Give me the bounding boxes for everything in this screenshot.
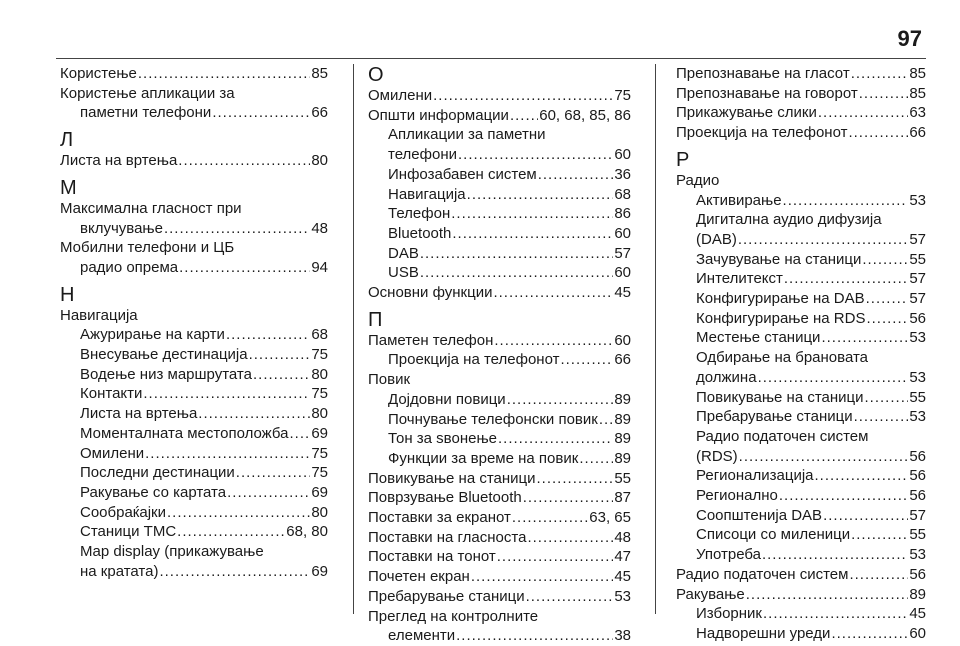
header-rule (56, 58, 926, 59)
index-page-ref: 85 (909, 65, 926, 82)
index-entry (60, 444, 328, 464)
dot-leader (527, 528, 613, 548)
dot-leader (866, 309, 908, 329)
index-page-ref: 55 (909, 388, 926, 406)
index-page-ref: 87 (614, 489, 631, 507)
index-entry (676, 545, 926, 565)
index-entry (368, 567, 631, 587)
index-entry (60, 103, 328, 123)
index-page-ref: 48 (614, 528, 631, 546)
index-page-ref: 53 (909, 546, 926, 564)
dot-leader (177, 522, 285, 542)
dot-leader (866, 289, 909, 309)
dot-leader (758, 368, 909, 388)
index-entry (368, 283, 631, 303)
index-entry (676, 309, 926, 329)
index-entry-label: Внесување дестинација (80, 346, 248, 364)
index-entry-label: Паметен телефон (368, 331, 494, 349)
index-page-ref: 45 (614, 568, 631, 586)
dot-leader (848, 123, 908, 143)
index-entry (368, 331, 631, 351)
dot-leader (179, 258, 310, 278)
dot-leader (198, 404, 310, 424)
index-entry (60, 404, 328, 424)
index-page-ref: 89 (614, 449, 631, 467)
column-divider (655, 64, 656, 614)
index-entry-label: Регионализација (696, 467, 814, 485)
index-entry-label: Користење (60, 65, 137, 82)
dot-leader (823, 506, 908, 526)
index-page-ref: 55 (614, 469, 631, 487)
index-entry-label: Инфозабавен систем (388, 165, 537, 183)
index-entry-label: Контакти (80, 385, 143, 403)
index-page-ref: 63 (909, 104, 926, 122)
index-entry (60, 258, 328, 278)
dot-leader (746, 585, 909, 605)
index-letter-heading: Р (676, 148, 690, 171)
dot-leader (739, 447, 909, 467)
index-page-ref: 89 (614, 390, 631, 408)
dot-leader (831, 624, 908, 644)
dot-leader (865, 388, 909, 408)
dot-leader (762, 545, 908, 565)
index-page-ref: 85 (311, 65, 328, 82)
dot-leader (451, 204, 613, 224)
index-entry (60, 151, 328, 171)
index-entry-label: Дојдовни повици (388, 390, 506, 408)
index-page-ref: 66 (614, 351, 631, 369)
index-entry-label: паметни телефони (80, 104, 212, 122)
page-number: 97 (897, 26, 922, 51)
index-entry-label: Максимална гласност при (60, 199, 242, 217)
dot-leader (862, 250, 908, 270)
index-page-ref: 89 (909, 585, 926, 603)
index-entry-label: Изборник (696, 605, 762, 623)
index-entry-label: на кратата) (80, 562, 159, 580)
dot-leader (458, 145, 613, 165)
index-entry (368, 626, 631, 646)
dot-leader (560, 350, 613, 370)
index-page-ref: 85 (909, 84, 926, 102)
dot-leader (420, 263, 613, 283)
index-page-ref: 75 (311, 385, 328, 403)
index-page-ref: 66 (311, 104, 328, 122)
index-page-ref: 57 (909, 270, 926, 288)
index-entry-label: USB (388, 264, 419, 282)
index-entry (676, 328, 926, 348)
index-page-ref: 80 (311, 405, 328, 423)
index-page-ref: 57 (909, 230, 926, 248)
index-entry (368, 185, 631, 205)
index-entry-label: Препознавање на гласот (676, 65, 850, 82)
index-entry (676, 466, 926, 486)
index-page-ref: 53 (909, 329, 926, 347)
index-entry (368, 587, 631, 607)
index-page-ref: 56 (909, 565, 926, 583)
index-page-ref: 69 (311, 483, 328, 501)
index-page-ref: 57 (909, 506, 926, 524)
index-entry (676, 525, 926, 545)
index-entry (60, 483, 328, 503)
index-entry-label: Повик (368, 371, 411, 389)
index-page-ref: 69 (311, 424, 328, 442)
index-entry-label: (DAB) (696, 230, 737, 248)
index-entry (368, 410, 631, 430)
index-page-ref: 63, 65 (589, 509, 631, 527)
index-page-ref: 53 (909, 368, 926, 386)
index-entry (676, 103, 926, 123)
index-page-ref: 66 (909, 124, 926, 142)
index-page-ref: 60, 68, 85, 86 (539, 106, 631, 124)
index-entry-label: Последни дестинации (80, 464, 235, 482)
index-entry (368, 488, 631, 508)
index-page-ref: 57 (909, 290, 926, 308)
index-entry (676, 407, 926, 427)
index-page-ref: 75 (311, 444, 328, 462)
index-entry-label: Местење станици (696, 329, 821, 347)
index-page-ref: 56 (909, 487, 926, 505)
index-entry (60, 325, 328, 345)
index-page-ref: 47 (614, 548, 631, 566)
index-entry (60, 522, 328, 542)
index-entry-label: Ажурирање на карти (80, 326, 225, 344)
index-entry-label: Почетен екран (368, 568, 470, 586)
index-page-ref: 60 (614, 264, 631, 282)
index-entry-label: Активирање (696, 191, 782, 209)
dot-leader (510, 106, 538, 126)
index-entry (368, 145, 631, 165)
index-entry-label: должина (696, 368, 757, 386)
index-page-ref: 56 (909, 309, 926, 327)
dot-leader (779, 486, 908, 506)
dot-leader (815, 466, 909, 486)
index-entry (676, 230, 926, 250)
dot-leader (763, 604, 908, 624)
dot-leader (289, 424, 310, 444)
dot-leader (851, 525, 908, 545)
index-entry-label: Надворешни уреди (696, 624, 831, 642)
index-entry-label: Поставки на гласноста (368, 528, 527, 546)
index-entry-label: Зачувување на станици (696, 250, 862, 268)
index-entry-label: Моменталната местоположба (80, 424, 289, 442)
index-entry (676, 250, 926, 270)
index-entry-label: Ракување (676, 585, 745, 603)
dot-leader (818, 103, 908, 123)
index-entry-label: Повикување на станици (368, 469, 536, 487)
index-entry-label: Поставки за екранот (368, 509, 511, 527)
dot-leader (854, 407, 909, 427)
dot-leader (143, 384, 310, 404)
index-entry (368, 390, 631, 410)
index-entry (368, 528, 631, 548)
dot-leader (456, 626, 613, 646)
index-entry (368, 224, 631, 244)
dot-leader (821, 328, 908, 348)
index-page-ref: 60 (614, 224, 631, 242)
index-entry-label: Апликации за паметни (388, 126, 546, 144)
index-entry-label: Основни функции (368, 284, 493, 302)
index-entry-label: Општи информации (368, 106, 509, 124)
index-entry (368, 469, 631, 489)
index-entry (60, 384, 328, 404)
index-entry-label: Списоци со миленици (696, 526, 851, 544)
dot-leader (471, 567, 613, 587)
index-entry-label: Пребарување станици (368, 587, 525, 605)
index-entry-label: Дигитална аудио дифузија (696, 211, 882, 229)
index-entry-label: Функции за време на повик (388, 449, 579, 467)
dot-leader (849, 565, 908, 585)
index-entry-label: Map display (прикажување (80, 543, 264, 561)
index-entry-label: Употреба (696, 546, 761, 564)
index-column-3 (676, 64, 926, 644)
dot-leader (178, 151, 310, 171)
index-entry-label: телефони (388, 146, 457, 164)
dot-leader (227, 483, 310, 503)
dot-leader (249, 345, 311, 365)
index-page-ref: 53 (614, 587, 631, 605)
dot-leader (138, 64, 310, 84)
dot-leader (212, 103, 310, 123)
index-entry-label: Прикажување слики (676, 104, 817, 122)
dot-leader (599, 410, 613, 430)
index-entry-label: Bluetooth (388, 224, 452, 242)
dot-leader (497, 547, 614, 567)
index-entry (60, 365, 328, 385)
index-entry-label: радио опрема (80, 258, 179, 276)
index-entry (676, 269, 926, 289)
index-entry-label: Водење низ маршрутата (80, 365, 252, 383)
index-entry-label: Сообраќајки (80, 503, 166, 521)
index-entry (676, 388, 926, 408)
index-entry-label: Поврзување Bluetooth (368, 489, 522, 507)
index-entry-label: DAB (388, 244, 419, 262)
index-page-ref: 60 (614, 331, 631, 349)
index-entry-label: Радио податочен систем (696, 427, 869, 445)
index-page-ref: 45 (614, 284, 631, 302)
index-page-ref: 55 (909, 526, 926, 544)
dot-leader (433, 86, 613, 106)
index-entry (60, 345, 328, 365)
dot-leader (253, 365, 310, 385)
index-entry (60, 463, 328, 483)
index-entry (60, 64, 328, 84)
index-entry (368, 165, 631, 185)
index-entry-label: Конфигурирање на DAB (696, 290, 865, 308)
index-entry (676, 624, 926, 644)
index-entry (676, 123, 926, 143)
index-page-ref: 53 (909, 191, 926, 209)
index-page-ref: 89 (614, 430, 631, 448)
index-entry (368, 106, 631, 126)
index-entry-label: Станици TMC (80, 523, 177, 541)
index-page-ref: 38 (614, 627, 631, 645)
index-page-ref: 69 (311, 562, 328, 580)
index-column-1 (60, 64, 328, 581)
index-entry-label: Одбирање на брановата (696, 349, 868, 367)
index-entry-label: Регионално (696, 487, 778, 505)
index-page-ref: 80 (311, 503, 328, 521)
index-page-ref: 68 (614, 185, 631, 203)
index-entry (368, 508, 631, 528)
index-entry (368, 263, 631, 283)
index-page-ref: 80 (311, 365, 328, 383)
index-entry (60, 562, 328, 582)
index-entry-label: Ракување со картата (80, 483, 227, 501)
dot-leader (236, 463, 311, 483)
index-letter-heading: Н (60, 283, 75, 306)
dot-leader (859, 84, 909, 104)
index-entry-label: елементи (388, 627, 456, 645)
dot-leader (851, 64, 909, 84)
index-entry-label: Користење апликации за (60, 84, 235, 102)
index-entry-label: Преглед на контролните (368, 607, 539, 625)
index-entry-label: вклучување (80, 219, 163, 237)
dot-leader (167, 503, 310, 523)
dot-leader (538, 165, 614, 185)
index-entry-label: Почнување телефонски повик (388, 410, 598, 428)
dot-leader (498, 429, 613, 449)
index-page-ref: 56 (909, 467, 926, 485)
index-page-ref: 80 (311, 152, 328, 170)
index-page-ref: 68, 80 (286, 523, 328, 541)
index-entry-label: Препознавање на говорот (676, 84, 858, 102)
index-entry (676, 585, 926, 605)
dot-leader (526, 587, 614, 607)
index-entry-label: Телефон (388, 205, 451, 223)
index-entry-label: Радио (676, 171, 720, 189)
index-page-ref: 75 (614, 87, 631, 104)
index-entry (676, 486, 926, 506)
dot-leader (493, 283, 613, 303)
index-entry (368, 429, 631, 449)
index-entry-label: Навигација (60, 306, 138, 324)
dot-leader (507, 390, 614, 410)
index-entry (676, 64, 926, 84)
index-column-2 (368, 64, 631, 646)
index-entry (676, 191, 926, 211)
index-entry (60, 219, 328, 239)
index-page-ref: 60 (909, 624, 926, 642)
index-entry-label: Повикување на станици (696, 388, 864, 406)
index-entry-label: Конфигурирање на RDS (696, 309, 866, 327)
dot-leader (226, 325, 310, 345)
index-entry (676, 368, 926, 388)
dot-leader (783, 191, 909, 211)
index-entry (60, 503, 328, 523)
index-page-ref: 57 (614, 244, 631, 262)
index-page-ref: 56 (909, 447, 926, 465)
dot-leader (738, 230, 908, 250)
index-page-ref: 55 (909, 250, 926, 268)
index-entry-label: (RDS) (696, 447, 738, 465)
index-entry-label: Радио податочен систем (676, 565, 849, 583)
index-entry-label: Тон за ѕвонење (388, 430, 497, 448)
index-entry (676, 289, 926, 309)
index-page-ref: 89 (614, 410, 631, 428)
index-entry (368, 547, 631, 567)
index-entry-label: Поставки на тонот (368, 548, 496, 566)
index-page-ref: 60 (614, 146, 631, 164)
index-entry-label: Соопштенија DAB (696, 506, 823, 524)
index-entry (676, 604, 926, 624)
index-letter-heading: М (60, 176, 77, 199)
dot-leader (537, 469, 614, 489)
index-entry (368, 449, 631, 469)
dot-leader (452, 224, 613, 244)
index-entry (676, 447, 926, 467)
index-entry-label: Проекција на телефонот (388, 351, 560, 369)
dot-leader (579, 449, 613, 469)
index-entry (368, 350, 631, 370)
index-entry (676, 506, 926, 526)
dot-leader (494, 331, 613, 351)
index-entry-label: Листа на вртења (60, 152, 178, 170)
dot-leader (784, 269, 908, 289)
index-entry-label: Проекција на телефонот (676, 124, 848, 142)
index-page-ref: 36 (614, 165, 631, 183)
index-entry-label: Омилени (80, 444, 145, 462)
index-entry (368, 86, 631, 106)
index-entry-label: Интелитекст (696, 270, 783, 288)
index-entry (676, 84, 926, 104)
dot-leader (512, 508, 588, 528)
index-entry (676, 565, 926, 585)
index-entry-label: Мобилни телефони и ЦБ (60, 239, 235, 257)
dot-leader (523, 488, 614, 508)
index-entry-label: Листа на вртења (80, 405, 198, 423)
index-entry (368, 204, 631, 224)
index-page-ref: 94 (311, 258, 328, 276)
dot-leader (145, 444, 310, 464)
index-page-ref: 75 (311, 464, 328, 482)
dot-leader (159, 562, 310, 582)
dot-leader (164, 219, 310, 239)
dot-leader (420, 244, 613, 264)
index-page-ref: 45 (909, 605, 926, 623)
dot-leader (467, 185, 614, 205)
index-letter-heading: Л (60, 129, 74, 152)
index-entry-label: Омилени (368, 87, 433, 104)
column-divider (353, 64, 354, 614)
index-page-ref: 68 (311, 326, 328, 344)
index-letter-heading: П (368, 308, 383, 331)
index-page-ref: 53 (909, 408, 926, 426)
index-entry-label: Пребарување станици (696, 408, 853, 426)
index-entry (60, 424, 328, 444)
index-page-ref: 86 (614, 205, 631, 223)
index-letter-heading: О (368, 64, 384, 86)
index-page-ref: 48 (311, 219, 328, 237)
index-entry (368, 244, 631, 264)
index-entry-label: Навигација (388, 185, 466, 203)
index-page-ref: 75 (311, 346, 328, 364)
